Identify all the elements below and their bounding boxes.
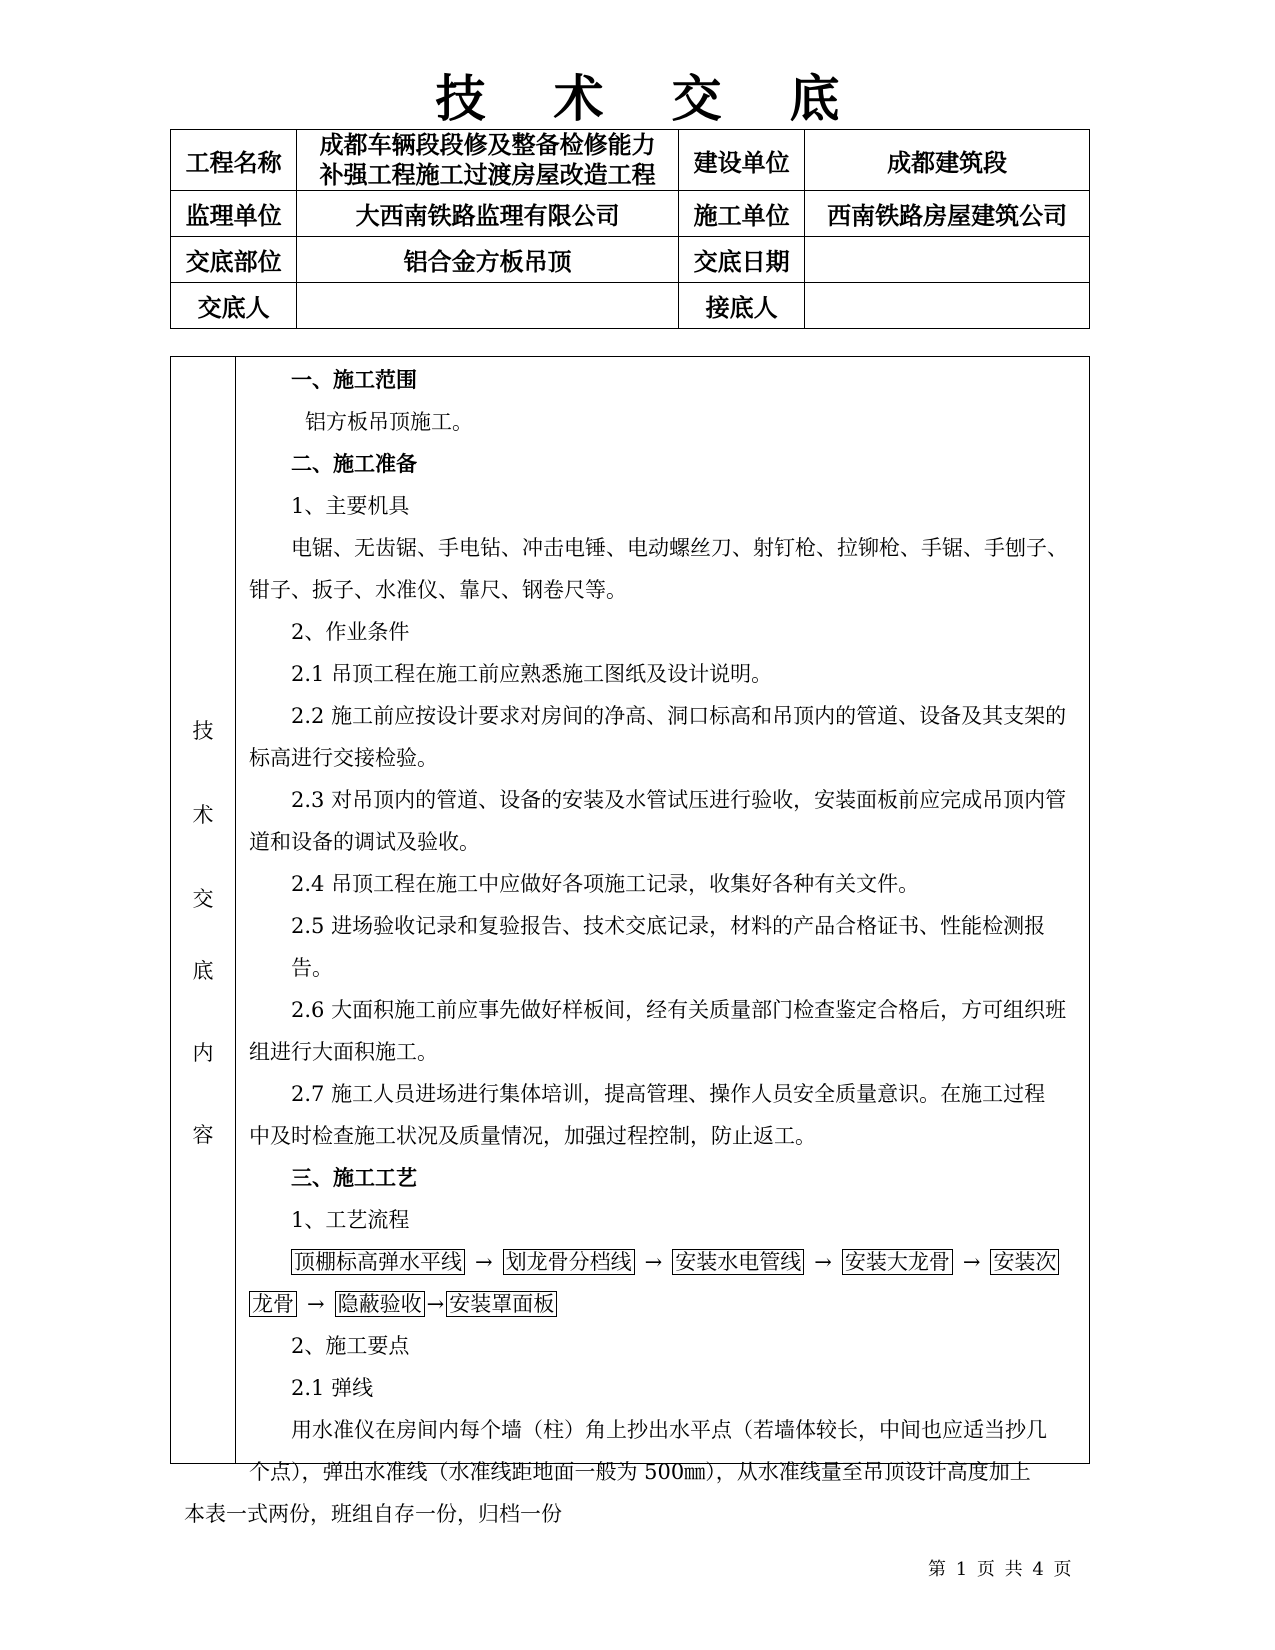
subheading-conditions: 2、作业条件 — [291, 620, 410, 644]
project-name-label: 工程名称 — [171, 130, 297, 191]
info-table — [170, 129, 1090, 329]
flow-step-1: 顶棚标高弹水平线 — [291, 1249, 465, 1275]
flow-arrow: → — [475, 1250, 493, 1274]
info-row-people — [171, 283, 1090, 329]
info-row-supervisor — [171, 191, 1090, 237]
supervisor-label: 监理单位 — [171, 191, 297, 237]
subheading-tools: 1、主要机具 — [291, 494, 410, 518]
discloser-value — [297, 283, 679, 329]
footer-note: 本表一式两份，班组自存一份，归档一份 — [184, 1502, 562, 1526]
process-flow-line2 — [249, 1283, 1081, 1325]
section-heading-scope: 一、施工范围 — [291, 367, 417, 392]
builder-value: 成都建筑段 — [805, 130, 1090, 191]
paragraph-2-3-line2: 道和设备的调试及验收。 — [249, 830, 480, 854]
paragraph-2-6-line1: 2.6 大面积施工前应事先做好样板间，经有关质量部门检查鉴定合格后，方可组织班 — [291, 998, 1067, 1022]
discloser-label: 交底人 — [171, 283, 297, 329]
part-label: 交底部位 — [171, 237, 297, 283]
side-char-1: 技 — [192, 719, 214, 743]
date-value — [805, 237, 1090, 283]
flow-step-4: 安装大龙骨 — [842, 1249, 953, 1275]
paragraph-2-1: 2.1 吊顶工程在施工前应熟悉施工图纸及设计说明。 — [291, 662, 773, 686]
part-value: 铝合金方板吊顶 — [297, 237, 679, 283]
date-label: 交底日期 — [679, 237, 805, 283]
contractor-value: 西南铁路房屋建筑公司 — [805, 191, 1090, 237]
flow-step-2: 划龙骨分档线 — [503, 1249, 635, 1275]
paragraph-scope: 铝方板吊顶施工。 — [305, 410, 473, 434]
flow-step-5-part2: 龙骨 — [249, 1291, 297, 1317]
section-heading-process: 三、施工工艺 — [291, 1165, 417, 1190]
document-title: 技术交底 — [435, 69, 908, 128]
builder-label: 建设单位 — [679, 130, 805, 191]
paragraph-2-7-line2: 中及时检查施工状况及质量情况，加强过程控制，防止返工。 — [249, 1124, 816, 1148]
paragraph-2-5: 2.5 进场验收记录和复验报告、技术交底记录，材料的产品合格证书、性能检测报告。 — [291, 914, 1046, 980]
side-char-3: 交 — [192, 887, 214, 911]
flow-step-7: 安装罩面板 — [446, 1291, 557, 1317]
info-row-project — [171, 130, 1090, 191]
paragraph-tools-line1: 电锯、无齿锯、手电钻、冲击电锤、电动螺丝刀、射钉枪、拉铆枪、手锯、手刨子、 — [291, 536, 1068, 560]
receiver-label: 接底人 — [679, 283, 805, 329]
side-char-5: 内 — [192, 1041, 214, 1065]
project-name-value — [297, 130, 679, 191]
paragraph-2-2-line2: 标高进行交接检验。 — [249, 746, 438, 770]
process-flow-line1 — [249, 1241, 1081, 1283]
section-heading-prep: 二、施工准备 — [291, 451, 417, 476]
paragraph-2-4: 2.4 吊顶工程在施工中应做好各项施工记录，收集好各种有关文件。 — [291, 872, 920, 896]
paragraph-2-7-line1: 2.7 施工人员进场进行集体培训，提高管理、操作人员安全质量意识。在施工过程 — [291, 1082, 1046, 1106]
flow-arrow: → — [644, 1250, 663, 1274]
flow-arrow: → — [962, 1250, 981, 1274]
content-box — [170, 356, 1090, 1484]
project-name-line2: 补强工程施工过渡房屋改造工程 — [319, 160, 656, 189]
flow-arrow: → — [426, 1292, 445, 1316]
side-char-4: 底 — [192, 959, 214, 983]
page-number: 第 1 页 共 4 页 — [928, 1559, 1074, 1580]
contractor-label: 施工单位 — [679, 191, 805, 237]
project-name-line1: 成都车辆段段修及整备检修能力 — [319, 130, 656, 159]
content-body — [249, 359, 1081, 1493]
subheading-key-points: 2、施工要点 — [291, 1334, 410, 1358]
flow-arrow: → — [307, 1292, 325, 1316]
subheading-marking: 2.1 弹线 — [291, 1376, 374, 1400]
flow-step-3: 安装水电管线 — [672, 1249, 804, 1275]
receiver-value — [805, 283, 1090, 329]
paragraph-2-6-line2: 组进行大面积施工。 — [249, 1040, 438, 1064]
paragraph-marking-line1: 用水准仪在房间内每个墙（柱）角上抄出水平点（若墙体较长，中间也应适当抄几 — [291, 1418, 1047, 1442]
info-row-part — [171, 237, 1090, 283]
paragraph-2-2-line1: 2.2 施工前应按设计要求对房间的净高、洞口标高和吊顶内的管道、设备及其支架的 — [291, 704, 1067, 728]
side-label-column — [171, 357, 236, 1463]
side-char-6: 容 — [192, 1123, 214, 1147]
supervisor-value: 大西南铁路监理有限公司 — [297, 191, 679, 237]
subheading-flow: 1、工艺流程 — [291, 1208, 410, 1232]
side-char-2: 术 — [192, 803, 214, 827]
paragraph-2-3-line1: 2.3 对吊顶内的管道、设备的安装及水管试压进行验收，安装面板前应完成吊顶内管 — [291, 788, 1067, 812]
flow-step-5-part1: 安装次 — [990, 1249, 1059, 1275]
flow-step-6: 隐蔽验收 — [335, 1291, 425, 1317]
paragraph-marking-line2: 个点），弹出水准线（水准线距地面一般为 500㎜），从水准线量至吊顶设计高度加上 — [249, 1460, 1031, 1484]
paragraph-tools-line2: 钳子、扳子、水准仪、靠尺、钢卷尺等。 — [249, 578, 627, 602]
flow-arrow: → — [814, 1250, 832, 1274]
